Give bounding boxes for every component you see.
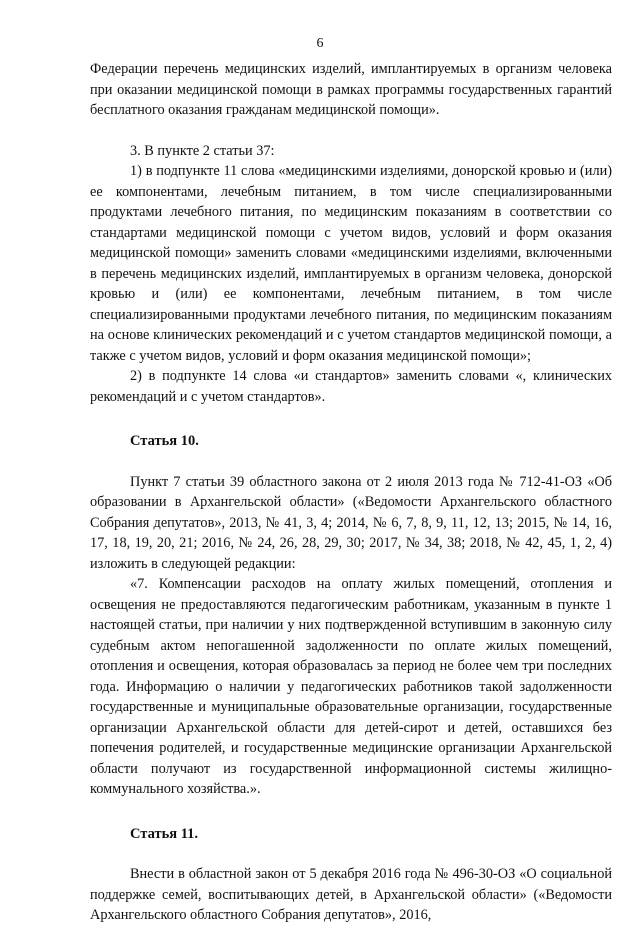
paragraph-article-10-intro: Пункт 7 статьи 39 областного закона от 2 июля 2013 года № 712-41-ОЗ «Об образовании в Архангельской области» («Ведомости Архангельского областного Собрания депутатов», 2013, № 41, 3, 4; 2014, № 6, 7, 8, 9, 11, 12, 13; 2015, № 14, 16, 17, 18, 19, 20, 21; 2016, № 24, 26, 28, 29, 30; 2017, № 34, 38; 2018, № 42, 45, 1, 2, 4) изложить в следующей редакции: <box>90 473 612 572</box>
document-body <box>90 59 612 926</box>
heading-article-11: Статья 11. <box>130 825 199 842</box>
paragraph-article-37-intro: 3. В пункте 2 статьи 37: <box>130 142 275 159</box>
paragraph-article-11-intro: Внести в областной закон от 5 декабря 2016 года № 496-30-ОЗ «О социальной поддержке семей, воспитывающих детей, в Архангельской области» («Ведомости Архангельского областного Собрания депутатов», 2016, <box>90 866 612 923</box>
paragraph-federation-list: Федерации перечень медицинских изделий, имплантируемых в организм человека при оказании медицинской помощи в рамках программы государственных гарантий бесплатного оказания гражданам медицинской помощи». <box>90 61 612 118</box>
page-number: 6 <box>316 36 324 51</box>
paragraph-subitem-11: 1) в подпункте 11 слова «медицинскими изделиями, донорской кровью и (или) ее компонентами, лечебным питанием, в том числе специализированными продуктами лечебного питания, по медицинским показаниям в соответствии со стандартами медицинской помощи с учетом видов, условий и форм оказания медицинской помощи» заменить словами «медицинскими изделиями, включенными в перечень медицинских изделий, имплантируемых в организм человека, донорской кровью и (или) ее компонентами, лечебным питанием, в том числе специализированными продуктами лечебного питания, по медицинским показаниям на основе клинических рекомендаций и с учетом стандартов медицинской помощи, а также с учетом видов, условий и форм оказания медицинской помощи»; <box>90 163 612 364</box>
paragraph-article-10-text: «7. Компенсации расходов на оплату жилых помещений, отопления и освещения не предоставляются педагогическим работникам, указанным в пункте 1 настоящей статьи, при наличии у них подтвержденной вступившим в законную силу судебным актом непогашенной задолженности по оплате жилых помещений, отопления и освещения, которая образовалась за период не более чем три последних года. Информацию о наличии у педагогических работников такой задолженности государственные и муниципальные образовательные организации, государственные организации Архангельской области для детей-сирот и детей, оставшихся без попечения родителей, и государственные медицинские организации Архангельской области получают из государственной информационной системы жилищно-коммунального хозяйства.». <box>90 576 612 797</box>
paragraph-subitem-14: 2) в подпункте 14 слова «и стандартов» заменить словами «, клинических рекомендаций и с учетом стандартов». <box>90 368 612 405</box>
heading-article-10: Статья 10. <box>130 433 199 449</box>
